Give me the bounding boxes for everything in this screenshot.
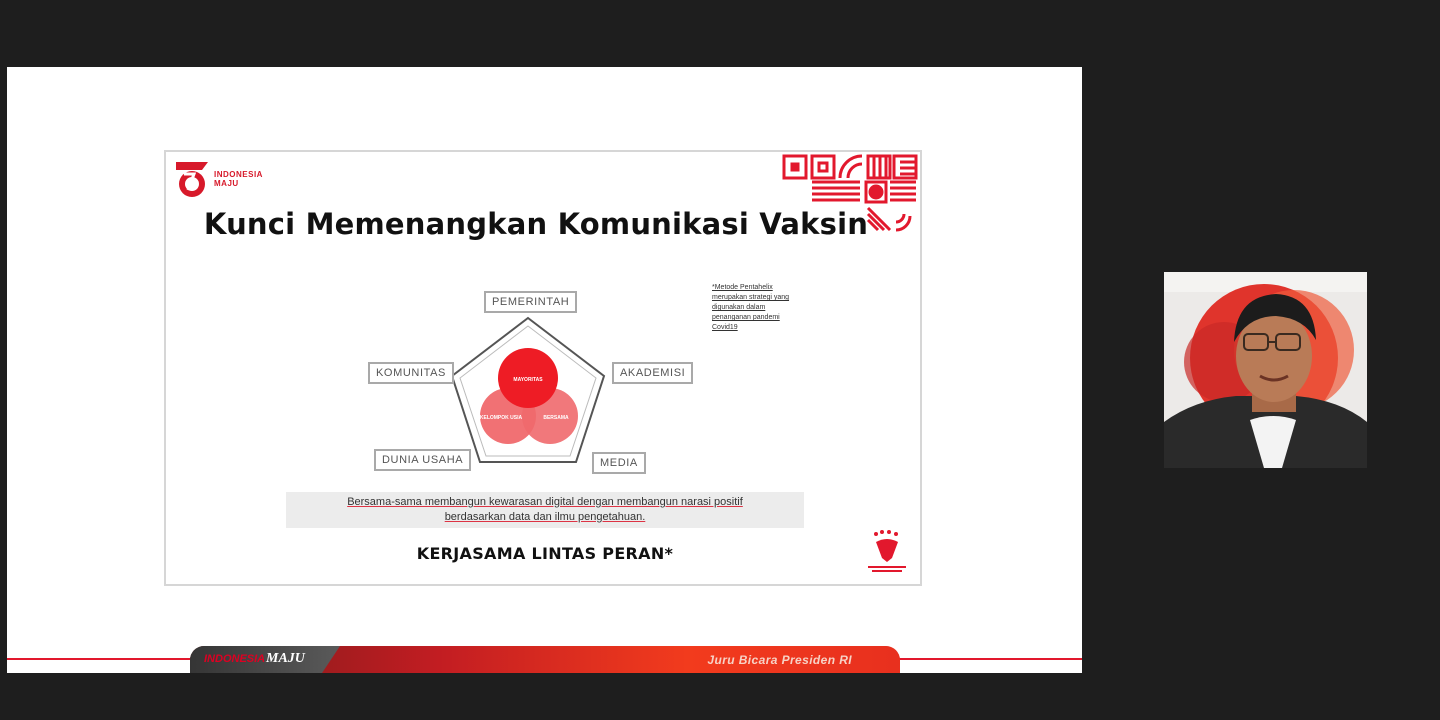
venn-label-left: KELOMPOK USIA — [479, 415, 523, 421]
venn-label-top: MAYORITAS — [513, 377, 543, 383]
role-media: MEDIA — [592, 452, 646, 474]
banner-line-2: berdasarkan data dan ilmu pengetahuan. — [444, 511, 646, 523]
role-akademisi: AKADEMISI — [612, 362, 693, 384]
indonesia-75-logo — [174, 160, 274, 204]
logo-text-maju: MAJU — [214, 179, 239, 188]
lower-third-brand-red: INDONESIA — [204, 653, 266, 665]
speaker-video-tile[interactable] — [1164, 272, 1367, 468]
venn-label-right: BERSAMA — [543, 415, 569, 421]
role-dunia-usaha: DUNIA USAHA — [374, 449, 471, 471]
role-komunitas: KOMUNITAS — [368, 362, 454, 384]
banner-line-1: Bersama-sama membangun kewarasan digital dengan membangun narasi positif — [347, 496, 743, 508]
speaker-avatar — [1164, 272, 1367, 468]
message-banner — [286, 492, 804, 528]
kpc-pen-logo — [862, 528, 912, 576]
presentation-slide — [164, 150, 922, 586]
pentahelix-note: *Metode Pentahelix merupakan strategi yang digunakan dalam penanganan pandemi Covid19 — [712, 284, 790, 331]
slide-title: Kunci Memenangkan Komunikasi Vaksin — [203, 207, 869, 241]
lower-third-brand-white: MAJU — [266, 651, 305, 666]
logo-text-indonesia: INDONESIA — [214, 170, 263, 179]
lower-third-caption: Juru Bicara Presiden RI — [707, 653, 852, 667]
lower-third-bar — [190, 646, 900, 673]
role-pemerintah: PEMERINTAH — [484, 291, 577, 313]
screen-share-view — [7, 67, 1082, 673]
seventy-five-icon — [174, 160, 210, 200]
slide-cta: KERJASAMA LINTAS PERAN* — [416, 544, 674, 563]
